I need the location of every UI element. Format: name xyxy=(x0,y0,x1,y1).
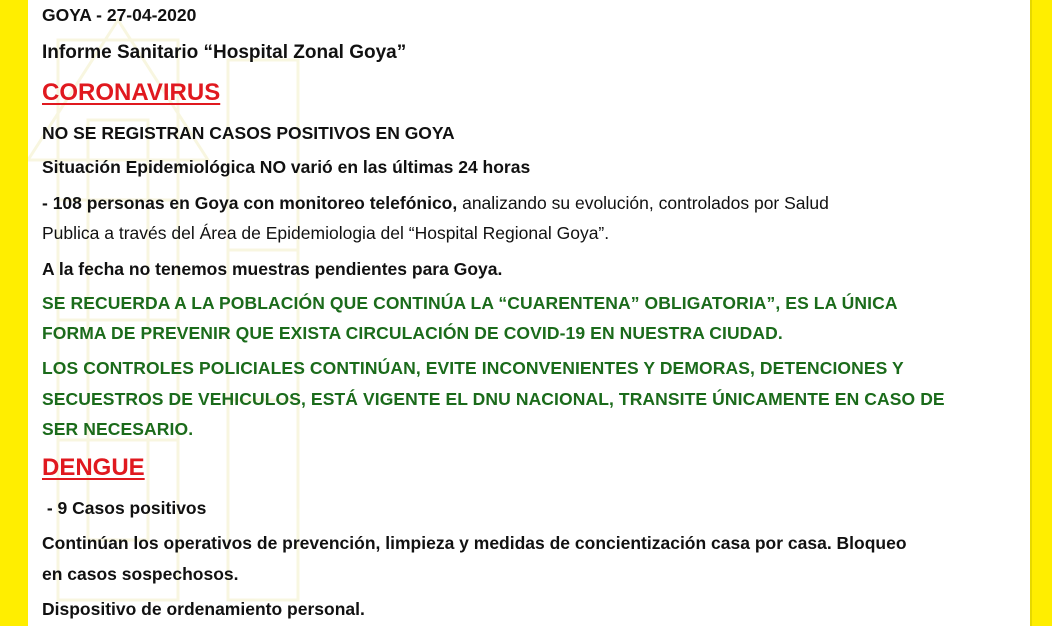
monitoring-rest: analizando su evolución, controlados por Salud xyxy=(457,193,829,213)
controls-notice-line-2: SECUESTROS DE VEHICULOS, ESTÁ VIGENTE EL DNU NACIONAL, TRANSITE ÚNICAMENTE EN CASO DE xyxy=(42,389,945,409)
yellow-border-right xyxy=(1030,0,1052,626)
situation-line: Situación Epidemiológica NO varió en las últimas 24 horas xyxy=(42,157,531,177)
report-title: Informe Sanitario “Hospital Zonal Goya” xyxy=(42,42,407,63)
dengue-operations-line-2: en casos sospechosos. xyxy=(42,564,239,584)
controls-notice-line-3: SER NECESARIO. xyxy=(42,419,194,439)
dengue-heading: DENGUE xyxy=(42,454,145,481)
date-line: GOYA - 27-04-2020 xyxy=(42,5,197,25)
monitoring-line-1 xyxy=(42,192,829,214)
dengue-cases-line: - 9 Casos positivos xyxy=(42,498,207,518)
coronavirus-heading: CORONAVIRUS xyxy=(42,79,221,106)
device-line: Dispositivo de ordenamiento personal. xyxy=(42,599,365,619)
no-pending-line: A la fecha no tenemos muestras pendientes para Goya. xyxy=(42,259,503,279)
yellow-border-left xyxy=(0,0,28,626)
quarantine-notice-line-2: FORMA DE PREVENIR QUE EXISTA CIRCULACIÓN DE COVID-19 EN NUESTRA CIUDAD. xyxy=(42,323,783,343)
no-cases-line: NO SE REGISTRAN CASOS POSITIVOS EN GOYA xyxy=(42,123,455,143)
monitoring-line-2: Publica a través del Área de Epidemiologia del “Hospital Regional Goya”. xyxy=(42,223,610,243)
monitoring-bold: - 108 personas en Goya con monitoreo telefónico, xyxy=(42,193,458,213)
controls-notice-line-1: LOS CONTROLES POLICIALES CONTINÚAN, EVITE INCONVENIENTES Y DEMORAS, DETENCIONES Y xyxy=(42,358,904,378)
quarantine-notice-line-1: SE RECUERDA A LA POBLACIÓN QUE CONTINÚA LA “CUARENTENA” OBLIGATORIA”, ES LA ÚNICA xyxy=(42,293,898,313)
dengue-operations-line-1: Continúan los operativos de prevención, limpieza y medidas de concientización casa por casa. Bloqueo xyxy=(42,533,907,553)
